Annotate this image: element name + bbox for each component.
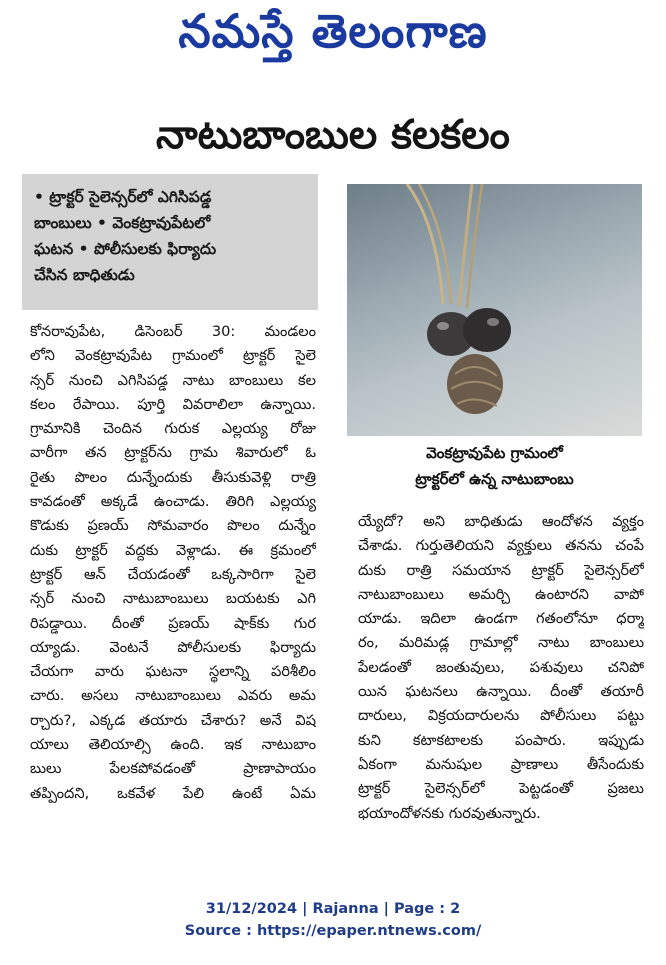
article-line: న్సర్ నుంచి ఎగిసిపడ్డ నాటు బాంబులు కల xyxy=(30,371,316,389)
article-line: న్సర్ నుంచి నాటుబాంబులు బయటకు ఎగి xyxy=(30,590,316,608)
article-line: పేలడంతో జంతువులు, పశువులు చనిపో xyxy=(358,658,644,676)
article-line: రం, మరిమడ్ల గ్రామాల్లో నాటు బాంబులు xyxy=(358,634,644,652)
article-line: కుని కటాకటాలకు పంపారు. ఇప్పుడు xyxy=(358,731,644,749)
summary-box xyxy=(22,174,318,310)
summary-line: చేసిన బాధితుడు xyxy=(34,266,135,284)
article-line: య్యాడు. వెంటనే పోలీసులకు ఫిర్యాదు xyxy=(30,638,316,656)
article-line: చేశాడు. గుర్తుతెలియని వ్యక్తులు తనను చంపే xyxy=(358,537,644,555)
article-line: బులు పేలకపోవడంతో ప్రాణాపాయం xyxy=(30,760,316,778)
article-line: ట్రాక్టర్ సైలెన్సర్‌లో పెట్టడంతో ప్రజలు xyxy=(358,780,644,798)
article-column-left xyxy=(30,320,316,806)
article-line last-line: భయాందోళనకు గురవుతున్నారు. xyxy=(358,804,541,822)
article-line: గ్రామానికి చెందిన గురుక ఎల్లయ్య రోజు xyxy=(30,420,316,438)
newspaper-masthead: నమస్తే తెలంగాణ xyxy=(178,4,488,58)
article-line: యాలు తెలియాల్సి ఉంది. ఇక నాటుబాం xyxy=(30,736,316,754)
article-line: దుకు ట్రాక్టర్ వద్దకు వెళ్లాడు. ఈ క్రమంలో xyxy=(30,541,316,559)
article-line: దుకు రాత్రి సమయాన ట్రాక్టర్ సైలెన్సర్‌లో xyxy=(358,561,644,579)
photo-caption xyxy=(347,440,642,500)
article-line: యాడు. ఇదిలా ఉండగా గతంలోనూ ధర్మా xyxy=(358,610,644,628)
article-line: రిపడ్డాయి. దీంతో ప్రణయ్ షాక్‌కు గుర xyxy=(30,614,316,632)
article-headline: నాటుబాంబుల కలకలం xyxy=(156,112,510,158)
article-line: లోని వెంకట్రావుపేట గ్రామంలో ట్రాక్టర్ సైలె xyxy=(30,347,316,365)
article-line: చారు. అసలు నాటుబాంబులు ఎవరు అమ xyxy=(30,687,316,705)
summary-line: ఘటన • పోలీసులకు ఫిర్యాదు xyxy=(34,240,217,258)
footer-source-line: Source : https://epaper.ntnews.com/ xyxy=(184,923,482,939)
article-line: కొడుకు ప్రణయ్ సోమవారం పొలం దున్నేం xyxy=(30,517,316,535)
article-line: కావడంతో అక్కడే ఉంచాడు. తిరిగి ఎల్లయ్య xyxy=(30,493,316,511)
article-line: ట్రాక్టర్ ఆన్ చేయడంతో ఒక్కసారిగా సైలె xyxy=(30,565,316,583)
article-line: ఏకంగా మనుషుల ప్రాణాలు తీసేందుకు xyxy=(358,755,644,773)
article-line: ర్చారు?, ఎక్కడ తయారు చేశారు? అనే విష xyxy=(30,711,316,729)
footer-date-line: 31/12/2024 | Rajanna | Page : 2 xyxy=(205,901,461,917)
country-bomb-photo xyxy=(347,184,642,436)
article-column-right xyxy=(358,510,644,826)
summary-line: బాంబులు • వెంకట్రావుపేటలో xyxy=(34,214,211,232)
bomb-illustration-icon xyxy=(347,184,642,436)
page-footer xyxy=(0,898,666,942)
article-line: యిన ఘటనలు ఉన్నాయి. దీంతో తయారీ xyxy=(358,683,644,701)
article-line: కలం రేపాయి. పూర్తి వివరాలిలా ఉన్నాయి. xyxy=(30,395,316,413)
article-line: య్యేదో? అని బాధితుడు ఆందోళన వ్యక్తం xyxy=(358,513,644,530)
article-line: కోనరావుపేట, డిసెంబర్ 30: మండలం xyxy=(30,323,316,340)
article-line: చేయగా వారు ఘటనా స్థలాన్ని పరిశీలిం xyxy=(30,663,316,681)
caption-line: ట్రాక్టర్‌లో ఉన్న నాటుబాంబు xyxy=(415,470,574,488)
article-line: రైతు పొలం దున్నేందుకు తీసుకువెళ్లి రాత్రి xyxy=(30,468,316,486)
article-line: దారులు, విక్రయదారులను పోలీసులు పట్టు xyxy=(358,707,644,725)
summary-line: • ట్రాక్టర్ సైలెన్సర్‌లో ఎగిసిపడ్డ xyxy=(34,188,212,206)
article-line: తప్పిందని, ఒకవేళ పేలి ఉంటే ఏమ xyxy=(30,784,316,802)
article-line: వారీగా తన ట్రాక్టర్‌ను గ్రామ శివారులో ఓ xyxy=(30,444,316,462)
caption-line: వెంకట్రావుపేట గ్రామంలో xyxy=(426,444,563,462)
article-line: నాటుబాంబులు అమర్చి ఉంటారని వాపో xyxy=(358,585,644,603)
